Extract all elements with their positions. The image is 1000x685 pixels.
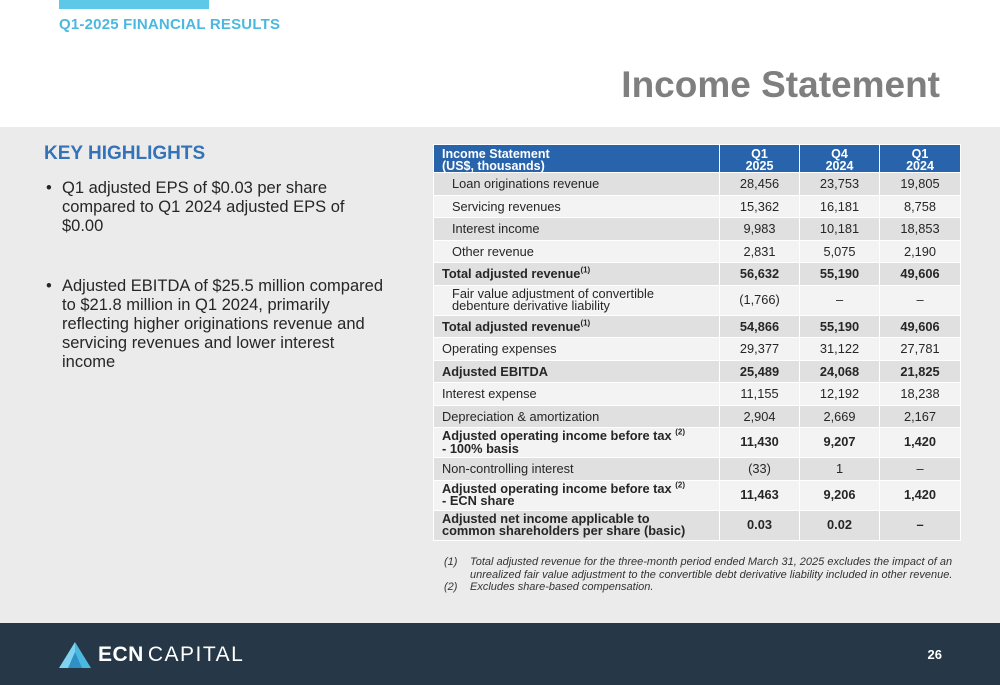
table-row [434,285,961,315]
footnote-ref: (1) [580,318,591,328]
footnote-mark: (2) [444,581,458,593]
highlight-item: • Q1 adjusted EPS of $0.03 per share compared to Q1 2024 adjusted EPS of $0.00 [44,179,384,236]
footer-bar [0,623,1000,685]
row-value: 16,181 [800,195,880,218]
row-value: 56,632 [720,263,800,286]
row-value: – [880,285,961,315]
row-value: 18,238 [880,383,961,406]
row-value: (1,766) [720,285,800,315]
content-area [0,127,1000,623]
row-value: – [880,458,961,481]
row-value: 10,181 [800,218,880,241]
row-value: 2,190 [880,240,961,263]
footnote-mark: (1) [444,556,458,568]
row-value: 1,420 [880,428,961,458]
row-label: Operating expenses [434,338,720,361]
column-header-q4-2024: Q4 2024 [800,145,880,173]
header-accent-bar [59,0,209,9]
table-row-total [434,480,961,510]
table-header-label [434,145,720,173]
column-header-q1-2024: Q1 2024 [880,145,961,173]
table-row [434,240,961,263]
row-value: – [800,285,880,315]
footnote-text: Total adjusted revenue for the three-month period ended March 31, 2025 excludes the impact of an unrealized fair value adjustment to the convertible debt derivative liability included in other revenue. [470,556,953,581]
row-label: Loan originations revenue [434,173,720,196]
row-value: 31,122 [800,338,880,361]
row-value: 1 [800,458,880,481]
company-logo [58,641,244,669]
key-highlights-title: KEY HIGHLIGHTS [44,143,206,164]
footnote [444,556,954,581]
logo-mark-icon [58,641,92,669]
column-header-q1-2025: Q1 2025 [720,145,800,173]
row-label: Depreciation & amortization [434,405,720,428]
footnotes [444,556,954,594]
footnote-ref: (1) [580,265,591,275]
row-label: Adjusted net income applicable to common shareholders per share (basic) [434,510,720,540]
page-number: 26 [927,647,942,662]
table-row [434,195,961,218]
row-value: 28,456 [720,173,800,196]
row-value: 0.02 [800,510,880,540]
row-value: 11,155 [720,383,800,406]
row-label: Interest income [434,218,720,241]
row-value: 55,190 [800,315,880,338]
row-value: 5,075 [800,240,880,263]
table-row [434,383,961,406]
footnote-ref: (2) [675,480,686,490]
row-value: 9,206 [800,480,880,510]
row-label: Total adjusted revenue$^{(1)}$ [434,315,720,338]
row-value: 9,207 [800,428,880,458]
table-row-total [434,510,961,540]
row-value: 12,192 [800,383,880,406]
row-label: Servicing revenues [434,195,720,218]
logo-text-bold: ECN [98,643,144,666]
row-value: 15,362 [720,195,800,218]
table-header-row [434,145,961,173]
highlights-list [44,179,384,372]
row-value: 23,753 [800,173,880,196]
row-label: Adjusted operating income before tax $^{(2)}$ - ECN share [434,480,720,510]
footnote-ref: (2) [675,427,686,437]
row-value: 11,463 [720,480,800,510]
row-label: Non-controlling interest [434,458,720,481]
row-value: 27,781 [880,338,961,361]
row-value: 18,853 [880,218,961,241]
row-value: 0.03 [720,510,800,540]
page-title: Income Statement [621,64,940,105]
table-row [434,218,961,241]
highlight-item: • Adjusted EBITDA of $25.5 million compared to $21.8 million in Q1 2024, primarily reflecting higher originations revenue and servicing revenues and lower interest income [44,277,384,372]
row-label: Fair value adjustment of convertible debenture derivative liability [434,285,720,315]
table-row-total [434,263,961,286]
table-row-total [434,315,961,338]
table-row [434,338,961,361]
row-value: 55,190 [800,263,880,286]
income-statement-table [433,144,961,541]
row-value: 2,904 [720,405,800,428]
footnote-text: Excludes share-based compensation. [470,581,654,593]
row-value: – [880,510,961,540]
table-row [434,458,961,481]
header-label-line1: Income Statement [442,147,550,161]
footnote [444,581,954,594]
logo-text-light: CAPITAL [147,643,245,666]
row-value: 2,167 [880,405,961,428]
table-row [434,405,961,428]
row-label: Interest expense [434,383,720,406]
header-label-line2: (US$, thousands) [442,159,545,173]
row-value: 19,805 [880,173,961,196]
table-row-total [434,428,961,458]
row-value: 54,866 [720,315,800,338]
section-label: Q1-2025 FINANCIAL RESULTS [59,16,281,33]
row-value: 11,430 [720,428,800,458]
row-value: 2,669 [800,405,880,428]
table-row [434,173,961,196]
row-value: 49,606 [880,315,961,338]
row-value: 25,489 [720,360,800,383]
row-value: 49,606 [880,263,961,286]
table-row-total [434,360,961,383]
row-value: (33) [720,458,800,481]
row-value: 9,983 [720,218,800,241]
row-label: Adjusted EBITDA [434,360,720,383]
row-value: 2,831 [720,240,800,263]
row-value: 21,825 [880,360,961,383]
row-value: 8,758 [880,195,961,218]
row-value: 1,420 [880,480,961,510]
row-label: Adjusted operating income before tax $^{(2)}$ - 100% basis [434,428,720,458]
row-value: 24,068 [800,360,880,383]
row-value: 29,377 [720,338,800,361]
row-label: Other revenue [434,240,720,263]
row-label: Total adjusted revenue$^{(1)}$ [434,263,720,286]
